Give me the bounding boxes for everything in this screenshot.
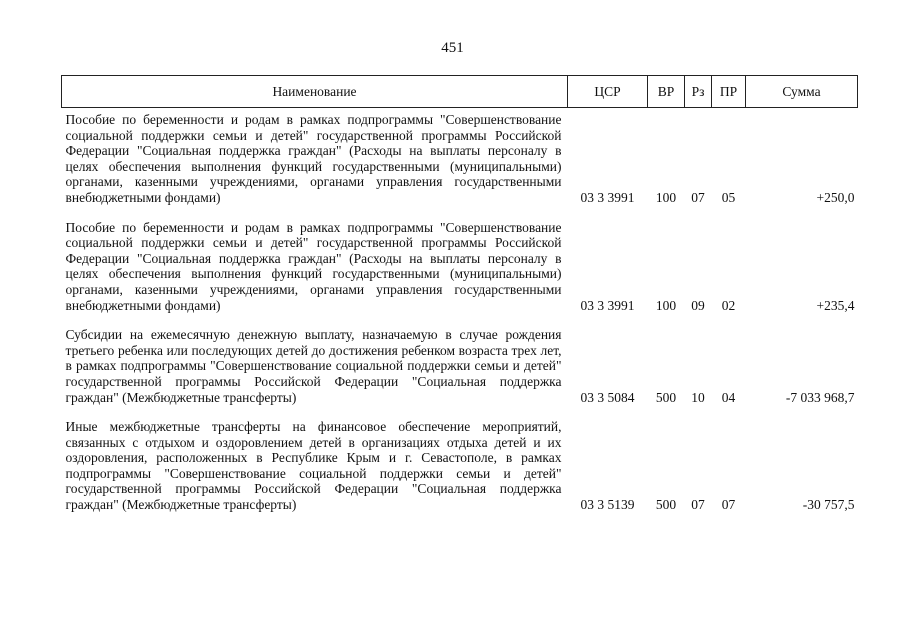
row-rz: 07 [691, 189, 705, 205]
budget-table [61, 75, 858, 523]
table-header [62, 76, 858, 108]
row-vr: 500 [655, 497, 677, 513]
row-rz: 07 [691, 497, 705, 513]
row-vr: 100 [655, 189, 677, 205]
column-header-vr: ВР [648, 76, 685, 108]
row-name: Субсидии на ежемесячную денежную выплату, назначаемую в случае рождения третьего ребенка или последующих детей до достижения ребенком возраста трех лет, в рамках подпрограммы "Совершенствование социальной поддержки семьи и детей" государственной программы Российской Федерации "Социальная поддержка граждан" (Межбюджетные трансферты) [65, 327, 562, 405]
table-row [62, 108, 858, 216]
row-csr: 03 3 3991 [580, 189, 635, 205]
row-sum: -7 033 968,7 [785, 389, 855, 405]
row-pr: 04 [721, 389, 736, 405]
column-header-csr: ЦСР [568, 76, 648, 108]
page-number: 451 [441, 40, 464, 56]
row-rz: 09 [691, 297, 705, 313]
table-row [62, 415, 858, 523]
row-pr: 07 [721, 497, 736, 513]
row-sum: +235,4 [816, 297, 855, 313]
row-pr: 02 [721, 297, 736, 313]
row-vr: 500 [655, 389, 677, 405]
column-header-name: Наименование [62, 76, 568, 108]
row-csr: 03 3 5139 [580, 497, 635, 513]
row-sum: -30 757,5 [802, 497, 855, 513]
table-row [62, 216, 858, 324]
column-header-sum: Сумма [746, 76, 858, 108]
row-name: Пособие по беременности и родам в рамках подпрограммы "Совершенствование социальной поддержки семьи и детей" государственной программы Российской Федерации "Социальная поддержка граждан" (Расходы на выплаты персоналу в целях обеспечения выполнения функций государственными (муниципальными) органами, казенными учреждениями, органами управления государственными внебюджетными фондами) [65, 219, 562, 313]
row-pr: 05 [721, 189, 736, 205]
row-name: Пособие по беременности и родам в рамках подпрограммы "Совершенствование социальной поддержки семьи и детей" государственной программы Российской Федерации "Социальная поддержка граждан" (Расходы на выплаты персоналу в целях обеспечения выполнения функций государственными (муниципальными) органами, казенными учреждениями, органами управления государственными внебюджетными фондами) [65, 112, 562, 205]
column-header-pr: ПР [712, 76, 746, 108]
column-header-rz: Рз [685, 76, 712, 108]
row-name: Иные межбюджетные трансферты на финансовое обеспечение мероприятий, связанных с отдыхом и оздоровлением детей в организациях отдыха детей и их оздоровления, расположенных в Республике Крым и г. Севастополе, в рамках подпрограммы "Совершенствование социальной поддержки семьи и детей" государственной программы Российской Федерации "Социальная поддержка граждан" (Межбюджетные трансферты) [65, 419, 562, 513]
row-vr: 100 [655, 297, 677, 313]
row-csr: 03 3 3991 [580, 297, 635, 313]
row-sum: +250,0 [816, 189, 855, 205]
table-row [62, 323, 858, 415]
row-csr: 03 3 5084 [580, 389, 635, 405]
row-rz: 10 [691, 389, 705, 405]
